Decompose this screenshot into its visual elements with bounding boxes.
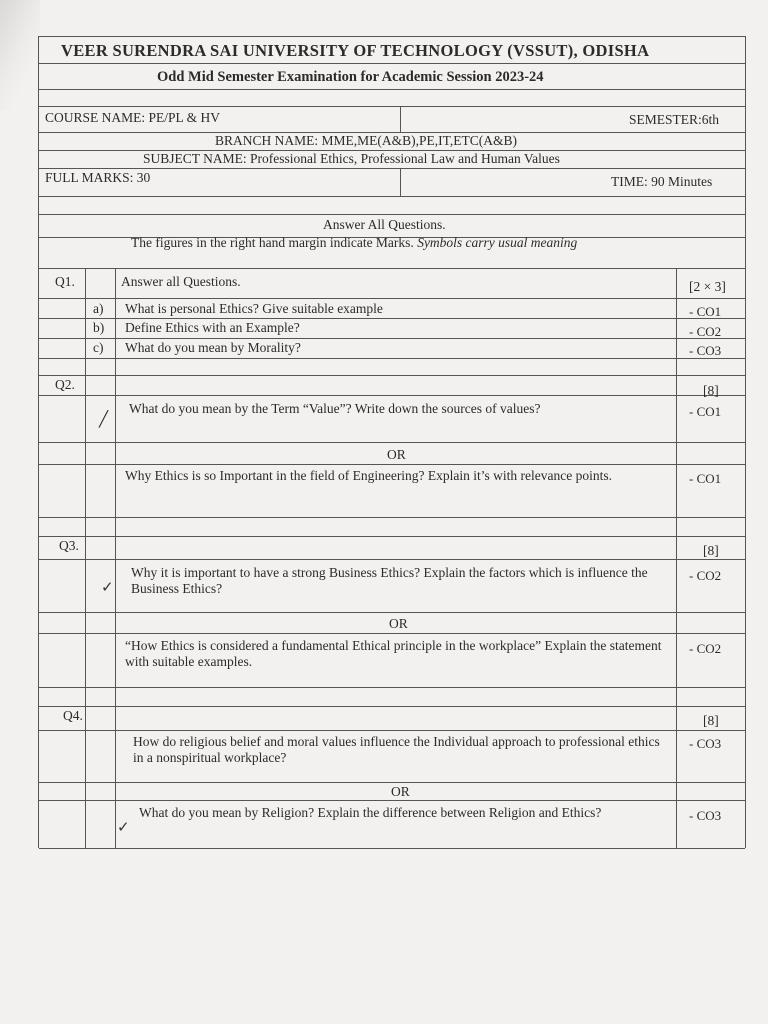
q1-number: Q1.	[55, 274, 75, 289]
instruction-marks: The figures in the right hand margin indicate Marks. Symbols carry usual meaning	[131, 235, 578, 250]
university-name: VEER SURENDRA SAI UNIVERSITY OF TECHNOLOGY (VSSUT), ODISHA	[61, 41, 650, 60]
q2-a-co: - CO1	[689, 404, 722, 419]
q1-title: Answer all Questions.	[121, 274, 241, 289]
q1-part-text: Define Ethics with an Example?	[125, 320, 300, 335]
exam-title: Odd Mid Semester Examination for Academic Session 2023-24	[157, 69, 544, 85]
q2-or: OR	[387, 447, 406, 462]
page-shadow	[0, 0, 40, 110]
branch-name: BRANCH NAME: MME,ME(A&B),PE,IT,ETC(A&B)	[215, 133, 517, 148]
q4-or: OR	[391, 784, 410, 799]
q2-marks: [8]	[703, 383, 719, 398]
exam-paper	[38, 36, 746, 848]
subject-name: SUBJECT NAME: Professional Ethics, Professional Law and Human Values	[143, 151, 560, 166]
exam-time: TIME: 90 Minutes	[611, 174, 713, 189]
semester: SEMESTER:6th	[629, 112, 720, 127]
tick-mark-icon: ╱	[99, 412, 109, 428]
q4-a-co: - CO3	[689, 736, 722, 751]
q1-marks: [2 × 3]	[689, 279, 726, 294]
q2-b-co: - CO1	[689, 471, 722, 486]
q3-option-a: Why it is important to have a strong Business Ethics? Explain the factors which is influence the Business Ethics?	[131, 565, 648, 596]
q2-number: Q2.	[55, 377, 75, 392]
q3-b-co: - CO2	[689, 641, 722, 656]
q4-b-co: - CO3	[689, 808, 722, 823]
q1-part-label: b)	[93, 320, 105, 335]
q4-option-b: What do you mean by Religion? Explain the difference between Religion and Ethics?	[139, 805, 602, 820]
tick-mark-icon: ✓	[101, 580, 114, 596]
q1-part-co: - CO1	[689, 304, 722, 319]
full-marks: FULL MARKS: 30	[45, 170, 151, 185]
q1-part-label: c)	[93, 340, 104, 355]
q3-a-co: - CO2	[689, 568, 722, 583]
q1-part-co: - CO3	[689, 343, 722, 358]
tick-mark-icon: ✓	[117, 820, 130, 836]
q4-number: Q4.	[63, 708, 83, 723]
course-name: COURSE NAME: PE/PL & HV	[45, 110, 221, 125]
instruction-answer-all: Answer All Questions.	[323, 217, 446, 232]
q1-part-text: What do you mean by Morality?	[125, 340, 301, 355]
q1-part-co: - CO2	[689, 324, 722, 339]
q1-part-label: a)	[93, 301, 104, 316]
q3-or: OR	[389, 616, 408, 631]
q4-option-a: How do religious belief and moral values influence the Individual approach to professional ethics in a nonspiritual workplace?	[133, 734, 660, 765]
q3-option-b: “How Ethics is considered a fundamental Ethical principle in the workplace” Explain the statement with suitable examples.	[125, 638, 662, 669]
q2-option-b: Why Ethics is so Important in the field of Engineering? Explain it’s with relevance points.	[125, 468, 613, 483]
q2-option-a: What do you mean by the Term “Value”? Write down the sources of values?	[129, 401, 541, 416]
q1-part-text: What is personal Ethics? Give suitable example	[125, 301, 383, 316]
q3-marks: [8]	[703, 543, 719, 558]
q4-marks: [8]	[703, 713, 719, 728]
q3-number: Q3.	[59, 538, 79, 553]
